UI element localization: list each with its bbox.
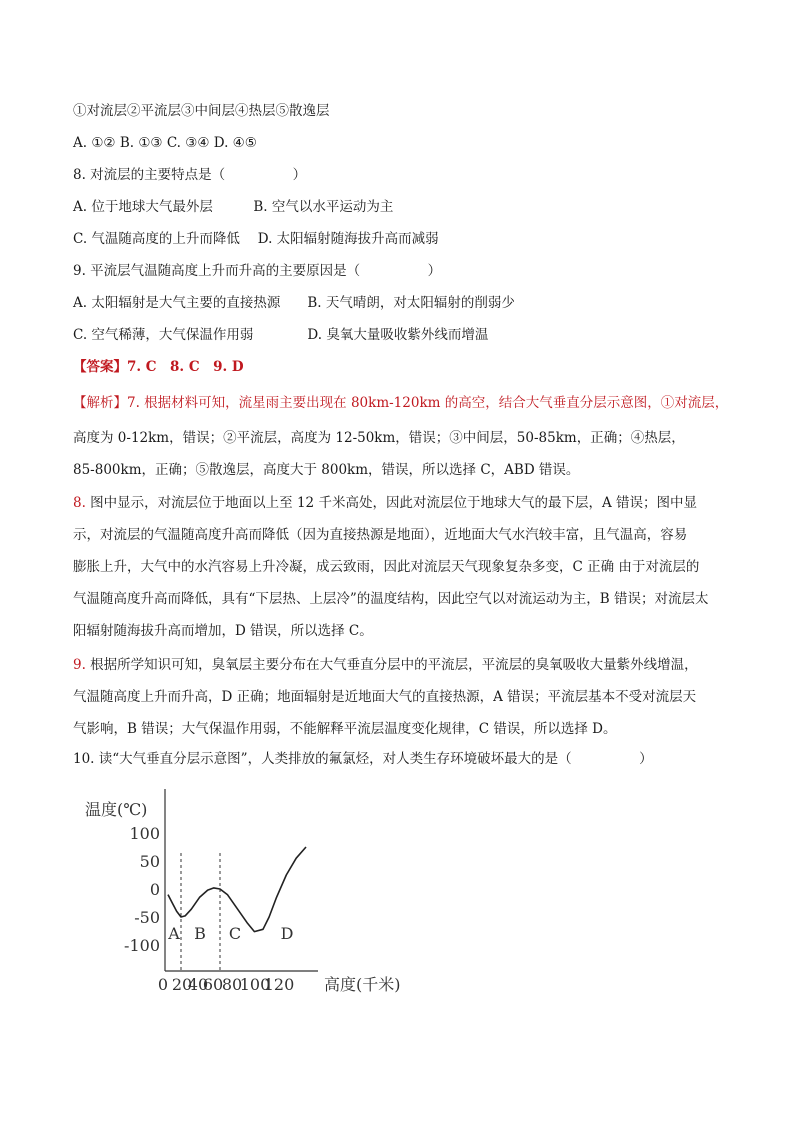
x-tick-label: 20	[171, 975, 193, 994]
layer-label: D	[280, 924, 294, 943]
analysis-9-line-1	[73, 655, 698, 675]
y-tick-label: 0	[149, 880, 160, 899]
q8-choices-ab: A. 位于地球大气最外层 B. 空气以水平运动为主	[73, 199, 394, 215]
q8-stem: 8. 对流层的主要特点是（ ）	[73, 167, 307, 183]
layer-label: C	[228, 924, 242, 943]
analysis-8-number: 8.	[73, 495, 86, 511]
y-tick-label: 100	[129, 824, 160, 843]
y-tick-label: -100	[124, 936, 160, 955]
analysis-7-line-2: 高度为 0-12km，错误；②平流层，高度为 12-50km，错误；③中间层，50-85km，正确；④热层，	[73, 430, 685, 446]
q8-choices-cd: C. 气温随高度的上升而降低 D. 太阳辐射随海拔升高而减弱	[73, 231, 439, 247]
answer-line: 【答案】7. C 8. C 9. D	[73, 359, 244, 375]
analysis-8-line-3: 膨胀上升，大气中的水汽容易上升冷凝，成云致雨，因此对流层天气现象复杂多变，C 正确 由于对流层的	[73, 559, 700, 575]
analysis-9-number: 9.	[73, 657, 86, 673]
layer-label: B	[194, 924, 206, 943]
atmosphere-layer-chart	[80, 785, 420, 1000]
analysis-8-line-1	[73, 493, 697, 513]
x-tick-label: 40	[187, 975, 209, 994]
analysis-8-line-5: 阳辐射随海拔升高而增加，D 错误，所以选择 C。	[73, 623, 373, 639]
analysis-7-highlight: ①对流层，	[660, 395, 729, 411]
q7-choices: A. ①② B. ①③ C. ③④ D. ④⑤	[73, 135, 257, 151]
y-tick-label: 50	[139, 852, 160, 871]
x-tick-label: 0	[157, 975, 169, 994]
chart-svg	[80, 785, 420, 1000]
q10-stem: 10. 读“大气垂直分层示意图”，人类排放的氟氯烃，对人类生存环境破坏最大的是（ ）	[73, 751, 653, 767]
x-tick-label: 100	[239, 975, 271, 994]
analysis-8-line-2: 示，对流层的气温随高度升高而降低（因为直接热源是地面），近地面大气水汽较丰富，且气温高，容易	[73, 527, 688, 543]
q9-choices-cd: C. 空气稀薄，大气保温作用弱 D. 臭氧大量吸收紫外线而增温	[73, 327, 489, 343]
analysis-8-line-4: 气温随高度升高而降低，具有“下层热、上层冷”的温度结构，因此空气以对流运动为主，B 错误；对流层太	[73, 591, 709, 607]
analysis-8-line-1-text: 图中显示，对流层位于地面以上至 12 千米高处，因此对流层位于地球大气的最下层，A 错误；图中显	[85, 495, 697, 511]
x-tick-label: 60	[202, 975, 224, 994]
x-axis-label: 高度(千米)	[324, 975, 401, 994]
analysis-9-line-2: 气温随高度上升而升高，D 正确；地面辐射是近地面大气的直接热源，A 错误；平流层基本不受对流层天	[73, 689, 697, 705]
q7-options-line: ①对流层②平流层③中间层④热层⑤散逸层	[73, 103, 330, 119]
q9-choices-ab: A. 太阳辐射是大气主要的直接热源 B. 天气晴朗，对太阳辐射的削弱少	[73, 295, 515, 311]
y-tick-label: -50	[134, 908, 160, 927]
x-tick-label: 120	[263, 975, 295, 994]
layer-label: A	[168, 924, 180, 943]
analysis-7-line-3: 85-800km，正确；⑤散逸层，高度大于 800km，错误，所以选择 C，ABD 错误。	[73, 462, 580, 478]
analysis-7-line-1	[73, 393, 728, 413]
analysis-7-line-1-text: 【解析】7. 根据材料可知，流星雨主要出现在 80km-120km 的高空，结合大气垂直分层示意图，	[73, 395, 661, 411]
analysis-9-line-3: 气影响，B 错误；大气保温作用弱，不能解释平流层温度变化规律，C 错误，所以选择 D。	[73, 721, 617, 737]
temperature-curve	[168, 847, 306, 932]
analysis-9-line-1-text: 根据所学知识可知，臭氧层主要分布在大气垂直分层中的平流层，平流层的臭氧吸收大量紫外线增温，	[85, 657, 698, 673]
q9-stem: 9. 平流层气温随高度上升而升高的主要原因是（ ）	[73, 263, 442, 279]
x-tick-label: 80	[221, 975, 243, 994]
y-axis-label: 温度(℃)	[85, 800, 148, 819]
